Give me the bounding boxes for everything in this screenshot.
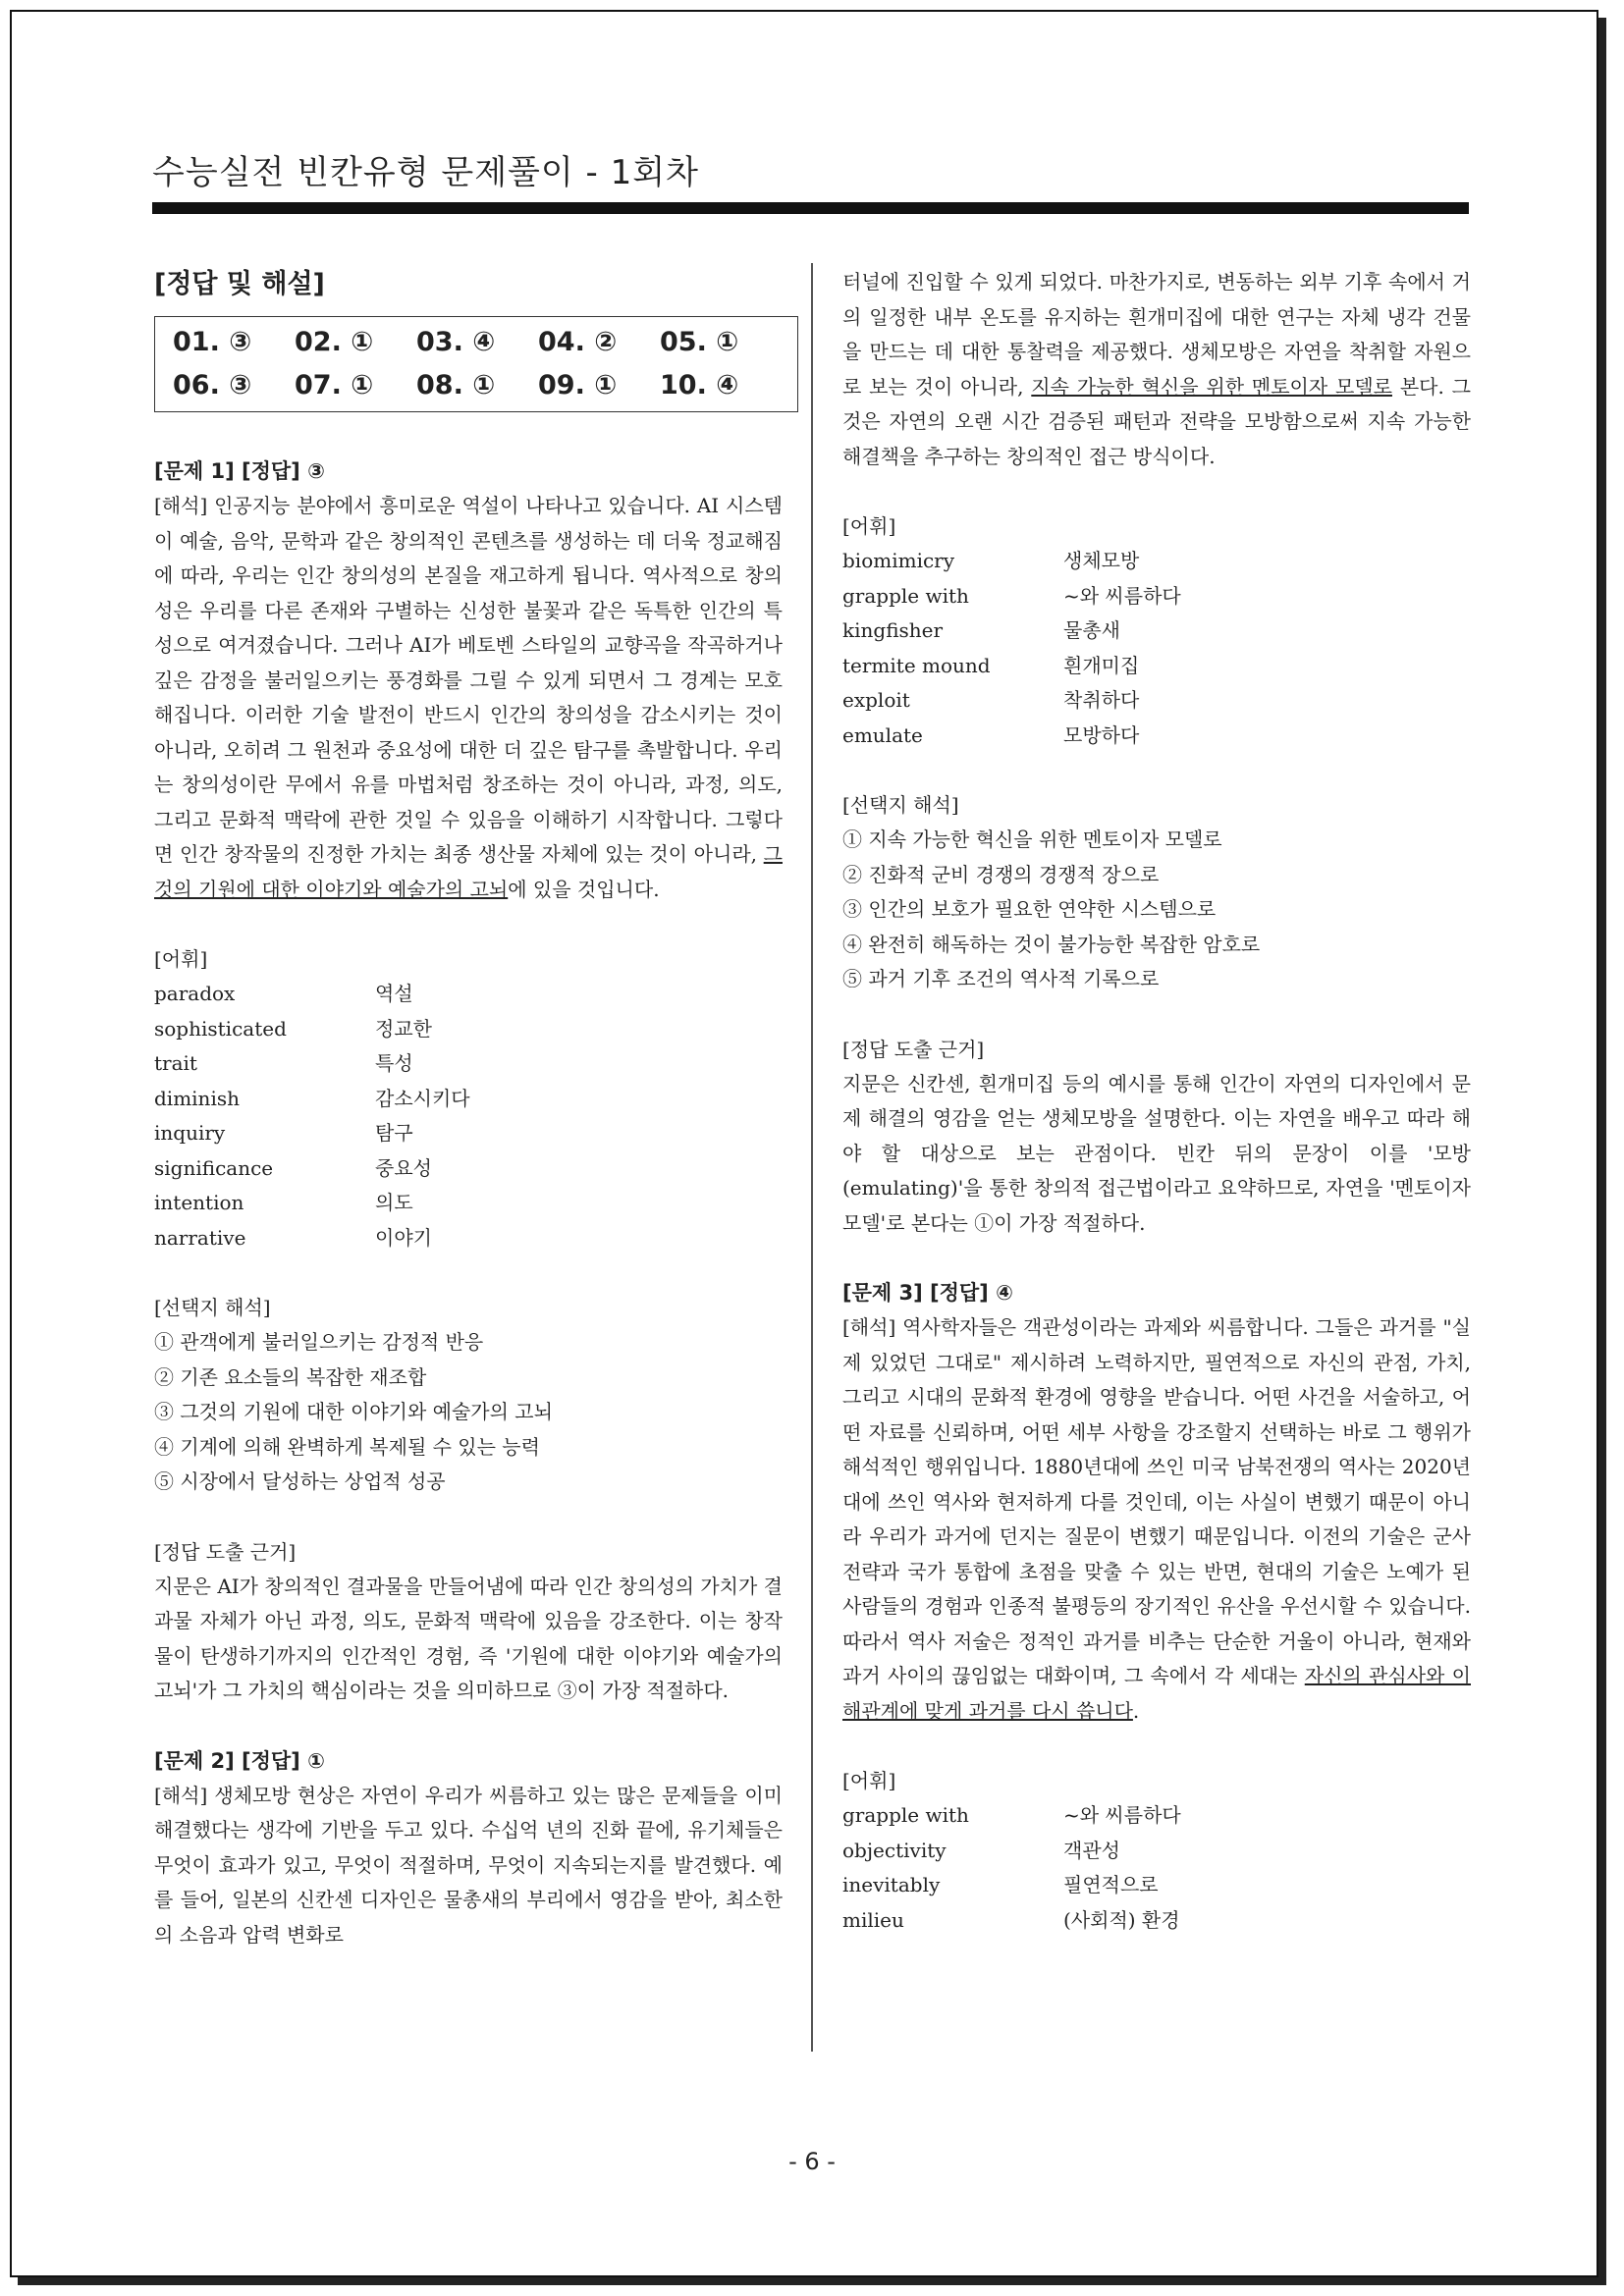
vocab-ko: 역설 xyxy=(375,982,413,1005)
vocab-en: inevitably xyxy=(842,1873,941,1896)
q3-explanation-end: . xyxy=(1132,1698,1140,1723)
vocab-en: sophisticated xyxy=(154,1016,287,1041)
vocab-en: trait xyxy=(154,1051,197,1075)
q1-explanation-text: [해석] 인공지능 분야에서 흥미로운 역설이 나타나고 있습니다. AI 시스템이 예술, 음악, 문학과 같은 창의적인 콘텐츠를 생성하는 데 더욱 정교해짐에 따라, 우리는 인간 창의성의 본질을 재고하게 됩니다. 역사적으로 창의성은 우리를 다른 존재와 구별하는 신성한 불꽃과 같은 독특한 인간의 특성으로 여겨졌습니다. 그러나 AI가 베토벤 스타일의 교향곡을 작곡하거나 깊은 감정을 불러일으키는 풍경화를 그릴 수 있게 되면서 그 경계는 모호해집니다. 이러한 기술 발전이 반드시 인간의 창의성을 감소시키는 것이 아니라, 오히려 그 원천과 중요성에 대한 더 깊은 탐구를 촉발합니다. 우리는 창의성이란 무에서 유를 마법처럼 창조하는 것이 아니라, 과정, 의도, 그리고 문화적 맥락에 관한 것일 수 있음을 이해하기 시작합니다. 그렇다면 인간 창작물의 진정한 가치는 최종 생산물 자체에 있는 것이 아니라, xyxy=(154,494,783,866)
q2-heading: [문제 2] [정답] ① xyxy=(154,1748,325,1773)
q2-basis: 지문은 신칸센, 흰개미집 등의 예시를 통해 인간이 자연의 디자인에서 문제 해결의 영감을 얻는 생체모방을 설명한다. 이는 자연을 배우고 따라 해야 할 대상으로 보는 관점이다. 빈칸 뒤의 문장이 이를 '모방(emulating)'을 통한 창의적 접근법이라고 요약하므로, 자연을 '멘토이자 모델'로 본다는 ①이 가장 적절하다. xyxy=(842,1071,1471,1235)
choice-item: ③ 인간의 보호가 필요한 연약한 시스템으로 xyxy=(842,897,1217,921)
vocab-en: grapple with xyxy=(842,583,969,608)
vocab-ko: ~와 씨름하다 xyxy=(1063,1803,1181,1827)
q1-basis: 지문은 AI가 창의적인 결과물을 만들어냄에 따라 인간 창의성의 가치가 결과물 자체가 아닌 과정, 의도, 문화적 맥락에 있음을 강조한다. 이는 창작물이 탄생하기까지의 인간적인 경험, 즉 '기원에 대한 이야기와 예술가의 고뇌'가 그 가치의 핵심이라는 것을 의미하므로 ③이 가장 적절하다. xyxy=(154,1574,783,1702)
q2-vocab-label: [어휘] xyxy=(842,514,896,538)
vocab-ko: 탐구 xyxy=(375,1121,413,1145)
choice-item: ③ 그것의 기원에 대한 이야기와 예술가의 고뇌 xyxy=(154,1400,553,1423)
q1-explanation xyxy=(154,489,783,907)
choice-item: ① 지속 가능한 혁신을 위한 멘토이자 모델로 xyxy=(842,828,1222,851)
vocab-en: grapple with xyxy=(842,1803,969,1827)
answer-cell: 05. ① xyxy=(660,327,739,357)
vocab-ko: (사회적) 환경 xyxy=(1063,1907,1180,1932)
q2-explanation-part2 xyxy=(842,265,1471,474)
header-rule xyxy=(152,202,1469,214)
answer-cell: 08. ① xyxy=(416,370,496,400)
vocab-en: milieu xyxy=(842,1907,904,1932)
vocab-en: biomimicry xyxy=(842,549,955,572)
vocab-en: exploit xyxy=(842,688,910,712)
answer-cell: 02. ① xyxy=(295,327,374,357)
vocab-ko: 정교한 xyxy=(375,1016,432,1041)
answer-cell: 07. ① xyxy=(295,370,374,400)
q1-underlined-answer: 그것의 기원에 대한 이야기와 예술가의 고뇌 xyxy=(154,842,783,901)
vocab-ko: 착취하다 xyxy=(1063,688,1140,712)
q2-choices-label: [선택지 해석] xyxy=(842,793,959,817)
q3-explanation-text: [해석] 역사학자들은 객관성이라는 과제와 씨름합니다. 그들은 과거를 "실제 있었던 그대로" 제시하려 노력하지만, 필연적으로 자신의 관점, 가치, 그리고 시대의 문화적 환경에 영향을 받습니다. 어떤 사건을 서술하고, 어떤 자료를 신뢰하며, 어떤 세부 사항을 강조할지 선택하는 바로 그 행위가 해석적인 행위입니다. 1880년대에 쓰인 미국 남북전쟁의 역사는 2020년대에 쓰인 역사와 현저하게 다를 것인데, 이는 사실이 변했기 때문이 아니라 우리가 과거에 던지는 질문이 변했기 때문입니다. 이전의 기술은 군사 전략과 국가 통합에 초점을 맞출 수 있는 반면, 현대의 기술은 노예가 된 사람들의 경험과 인종적 불평등의 장기적인 유산을 우선시할 수 있습니다. 따라서 역사 저술은 정적인 과거를 비추는 단순한 거울이 아니라, 현재와 과거 사이의 끊임없는 대화이며, 그 속에서 각 세대는 xyxy=(842,1315,1471,1687)
choice-item: ② 기존 요소들의 복잡한 재조합 xyxy=(154,1364,427,1389)
vocab-ko: 모방하다 xyxy=(1063,722,1140,747)
q3-heading: [문제 3] [정답] ④ xyxy=(842,1281,1013,1305)
choice-item: ④ 기계에 의해 완벽하게 복제될 수 있는 능력 xyxy=(154,1434,540,1459)
choice-item: ④ 완전히 해독하는 것이 불가능한 복잡한 암호로 xyxy=(842,932,1261,956)
vocab-en: objectivity xyxy=(842,1838,947,1862)
vocab-en: intention xyxy=(154,1191,244,1214)
column-divider xyxy=(811,263,813,2052)
q2-underlined-answer: 지속 가능한 혁신을 위한 멘토이자 모델로 xyxy=(1031,374,1392,399)
answer-key-box xyxy=(154,316,798,412)
q3-explanation xyxy=(842,1310,1471,1729)
choice-item: ① 관객에게 불러일으키는 감정적 반응 xyxy=(154,1330,484,1354)
q1-vocab-label: [어휘] xyxy=(154,947,208,971)
vocab-ko: 의도 xyxy=(375,1191,413,1214)
answer-row-2 xyxy=(173,364,787,407)
vocab-ko: 생체모방 xyxy=(1063,549,1140,572)
vocab-en: inquiry xyxy=(154,1121,226,1145)
choice-item: ② 진화적 군비 경쟁의 경쟁적 장으로 xyxy=(842,862,1160,886)
left-column xyxy=(154,265,783,1952)
vocab-ko: 물총새 xyxy=(1063,618,1120,642)
vocab-ko: 감소시키다 xyxy=(375,1086,470,1110)
q2-explanation-text: 터널에 진입할 수 있게 되었다. 마찬가지로, 변동하는 외부 기후 속에서 거의 일정한 내부 온도를 유지하는 흰개미집에 대한 연구는 자체 냉각 건물을 만드는 데 대한 통찰력을 제공했다. 생체모방은 자연을 착취할 자원으로 보는 것이 아니라, xyxy=(842,270,1471,399)
answer-cell: 10. ④ xyxy=(660,370,739,400)
answers-title: [정답 및 해설] xyxy=(154,269,325,299)
vocab-en: significance xyxy=(154,1155,274,1180)
answer-row-1 xyxy=(173,321,787,364)
q1-choices-label: [선택지 해석] xyxy=(154,1296,271,1319)
page-number: - 6 - xyxy=(788,2148,836,2175)
page-title: 수능실전 빈칸유형 문제풀이 - 1회차 xyxy=(152,153,699,192)
choice-item: ⑤ 시장에서 달성하는 상업적 성공 xyxy=(154,1469,446,1493)
vocab-en: diminish xyxy=(154,1086,240,1110)
q2-explanation-end: 본다. 그것은 자연의 오랜 시간 검증된 패턴과 전략을 모방함으로써 지속 가능한 해결책을 추구하는 창의적인 접근 방식이다. xyxy=(842,374,1471,468)
vocab-ko: 객관성 xyxy=(1063,1838,1120,1862)
q3-vocab-list xyxy=(842,1798,1471,1938)
answer-cell: 06. ③ xyxy=(173,370,252,400)
q2-explanation-part1: [해석] 생체모방 현상은 자연이 우리가 씨름하고 있는 많은 문제들을 이미 해결했다는 생각에 기반을 두고 있다. 수십억 년의 진화 끝에, 유기체들은 무엇이 효과가 있고, 무엇이 적절하며, 무엇이 지속되는지를 발견했다. 예를 들어, 일본의 신칸센 디자인은 물총새의 부리에서 영감을 받아, 최소한의 소음과 압력 변화로 xyxy=(154,1783,783,1947)
vocab-ko: ~와 씨름하다 xyxy=(1063,583,1181,608)
q3-vocab-label: [어휘] xyxy=(842,1769,896,1792)
q1-basis-label: [정답 도출 근거] xyxy=(154,1539,297,1564)
q1-vocab-list xyxy=(154,977,783,1255)
answer-cell: 01. ③ xyxy=(173,327,252,357)
vocab-ko: 흰개미집 xyxy=(1063,653,1140,677)
answer-cell: 09. ① xyxy=(538,370,618,400)
vocab-en: termite mound xyxy=(842,653,991,677)
q1-heading: [문제 1] [정답] ③ xyxy=(154,459,325,483)
vocab-en: narrative xyxy=(154,1225,246,1250)
vocab-en: emulate xyxy=(842,722,923,747)
answer-cell: 04. ② xyxy=(538,327,618,357)
choice-item: ⑤ 과거 기후 조건의 역사적 기록으로 xyxy=(842,967,1160,990)
q1-explanation-end: 에 있을 것입니다. xyxy=(508,877,660,901)
vocab-ko: 필연적으로 xyxy=(1063,1873,1159,1896)
vocab-ko: 특성 xyxy=(375,1051,413,1075)
answer-cell: 03. ④ xyxy=(416,327,496,357)
q3-underlined-answer: 자신의 관심사와 이해관계에 맞게 과거를 다시 씁니다 xyxy=(842,1664,1471,1723)
right-column xyxy=(842,265,1471,1938)
vocab-ko: 이야기 xyxy=(375,1225,432,1250)
vocab-en: paradox xyxy=(154,982,236,1005)
q2-vocab-list xyxy=(842,544,1471,753)
vocab-en: kingfisher xyxy=(842,618,944,642)
vocab-ko: 중요성 xyxy=(375,1155,432,1180)
q2-basis-label: [정답 도출 근거] xyxy=(842,1037,985,1061)
